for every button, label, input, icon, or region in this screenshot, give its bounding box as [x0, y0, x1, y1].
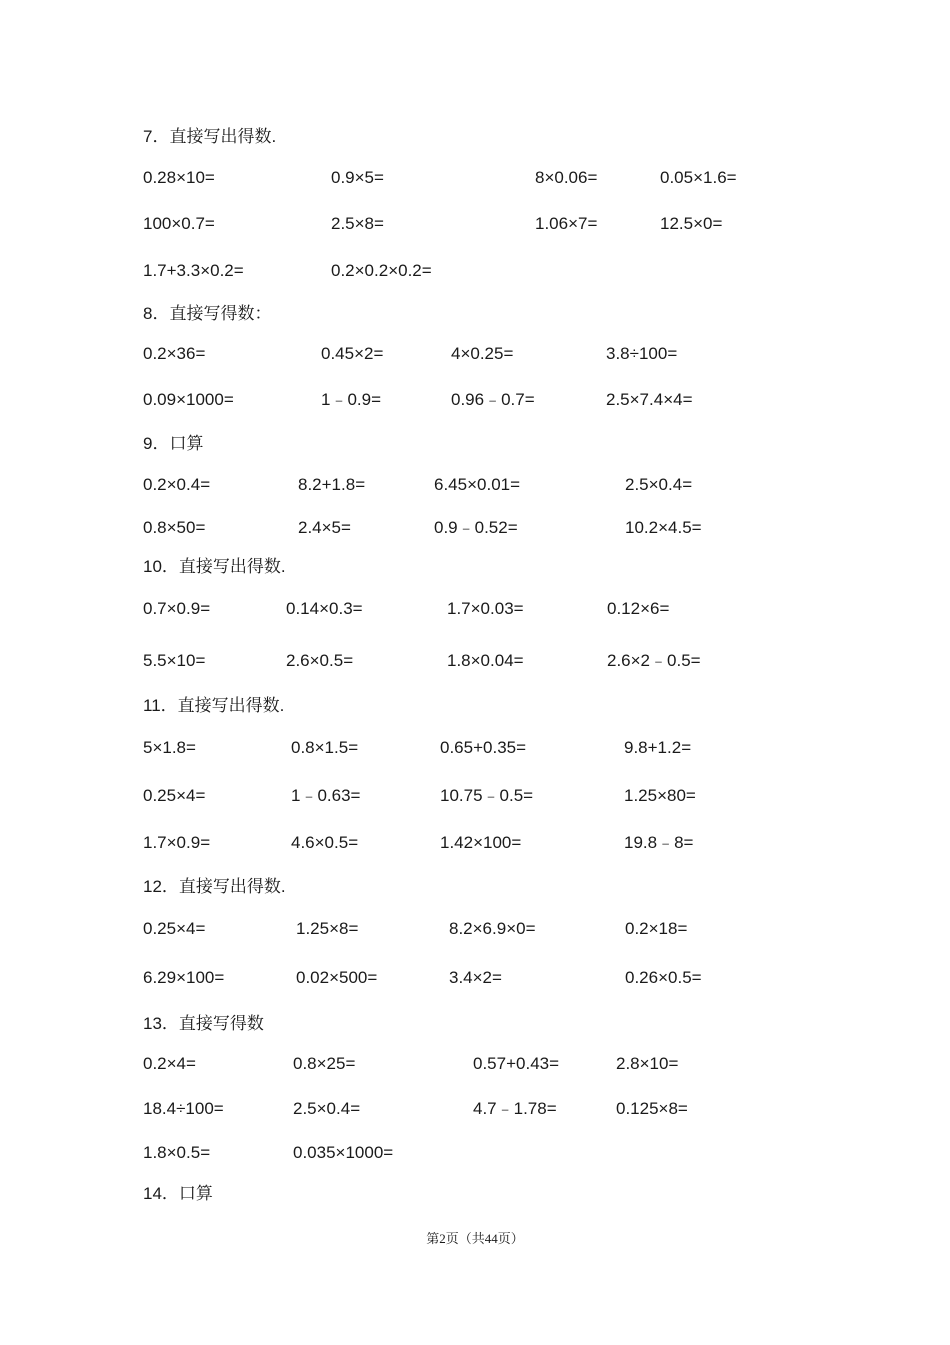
expression: 2.5×0.4= — [625, 475, 693, 494]
expression: 0.02×500= — [296, 968, 378, 987]
expression: 0.12×6= — [607, 599, 670, 618]
expression: 0.05×1.6= — [660, 168, 737, 187]
expression: 5.5×10= — [143, 651, 206, 670]
problem-10-heading: 10．直接写出得数. — [143, 557, 286, 576]
expression: 4×0.25= — [451, 344, 514, 363]
expression: 2.8×10= — [616, 1054, 679, 1073]
expression: 1.7×0.03= — [447, 599, 524, 618]
expression: 100×0.7= — [143, 214, 215, 233]
expression: 9.8+1.2= — [624, 738, 692, 757]
expression: 0.26×0.5= — [625, 968, 702, 987]
expression: 0.8×50= — [143, 518, 206, 537]
expression: 8.2×6.9×0= — [449, 919, 536, 938]
problem-7-heading: 7．直接写出得数. — [143, 127, 277, 146]
expression: 0.035×1000= — [293, 1143, 394, 1162]
expression: 0.9×5= — [331, 168, 384, 187]
expression: 0.14×0.3= — [286, 599, 363, 618]
expression: 1.8×0.04= — [447, 651, 524, 670]
expression: 1.25×8= — [296, 919, 359, 938]
problem-11-heading: 11．直接写出得数. — [143, 696, 285, 715]
expression: 1.42×100= — [440, 833, 522, 852]
expression: 0.9﹣0.52= — [434, 518, 518, 537]
expression: 0.7×0.9= — [143, 599, 211, 618]
expression: 0.25×4= — [143, 786, 206, 805]
expression: 0.2×18= — [625, 919, 688, 938]
expression: 0.2×4= — [143, 1054, 196, 1073]
expression: 10.75﹣0.5= — [440, 786, 534, 805]
expression: 0.8×25= — [293, 1054, 356, 1073]
expression: 18.4÷100= — [143, 1099, 224, 1118]
expression: 2.5×8= — [331, 214, 384, 233]
expression: 1.06×7= — [535, 214, 598, 233]
expression: 8×0.06= — [535, 168, 598, 187]
expression: 2.6×2﹣0.5= — [607, 651, 701, 670]
expression: 3.4×2= — [449, 968, 502, 987]
expression: 4.7﹣1.78= — [473, 1099, 557, 1118]
expression: 1﹣0.63= — [291, 786, 361, 805]
expression: 2.5×0.4= — [293, 1099, 361, 1118]
expression: 0.25×4= — [143, 919, 206, 938]
expression: 2.5×7.4×4= — [606, 390, 693, 409]
expression: 8.2+1.8= — [298, 475, 366, 494]
expression: 4.6×0.5= — [291, 833, 359, 852]
expression: 1.25×80= — [624, 786, 696, 805]
expression: 2.6×0.5= — [286, 651, 354, 670]
expression: 0.45×2= — [321, 344, 384, 363]
expression: 1.8×0.5= — [143, 1143, 211, 1162]
expression: 0.28×10= — [143, 168, 215, 187]
expression: 0.2×0.4= — [143, 475, 211, 494]
expression: 0.2×0.2×0.2= — [331, 261, 432, 280]
expression: 19.8﹣8= — [624, 833, 694, 852]
page-footer: 第2页（共44页） — [426, 1231, 524, 1246]
expression: 0.8×1.5= — [291, 738, 359, 757]
problem-14-heading: 14．口算 — [143, 1184, 213, 1203]
expression: 2.4×5= — [298, 518, 351, 537]
expression: 5×1.8= — [143, 738, 196, 757]
expression: 0.2×36= — [143, 344, 206, 363]
expression: 0.96﹣0.7= — [451, 390, 535, 409]
problem-13-heading: 13．直接写得数 — [143, 1014, 264, 1033]
expression: 10.2×4.5= — [625, 518, 702, 537]
expression: 6.45×0.01= — [434, 475, 521, 494]
expression: 1.7+3.3×0.2= — [143, 261, 244, 280]
expression: 0.09×1000= — [143, 390, 234, 409]
problem-8-heading: 8．直接写得数： — [143, 304, 272, 323]
expression: 1.7×0.9= — [143, 833, 211, 852]
problem-9-heading: 9．口算 — [143, 434, 204, 453]
expression: 12.5×0= — [660, 214, 723, 233]
expression: 6.29×100= — [143, 968, 225, 987]
expression: 1﹣0.9= — [321, 390, 382, 409]
expression: 0.57+0.43= — [473, 1054, 560, 1073]
expression: 3.8÷100= — [606, 344, 678, 363]
expression: 0.65+0.35= — [440, 738, 527, 757]
problem-12-heading: 12．直接写出得数. — [143, 877, 286, 896]
expression: 0.125×8= — [616, 1099, 688, 1118]
